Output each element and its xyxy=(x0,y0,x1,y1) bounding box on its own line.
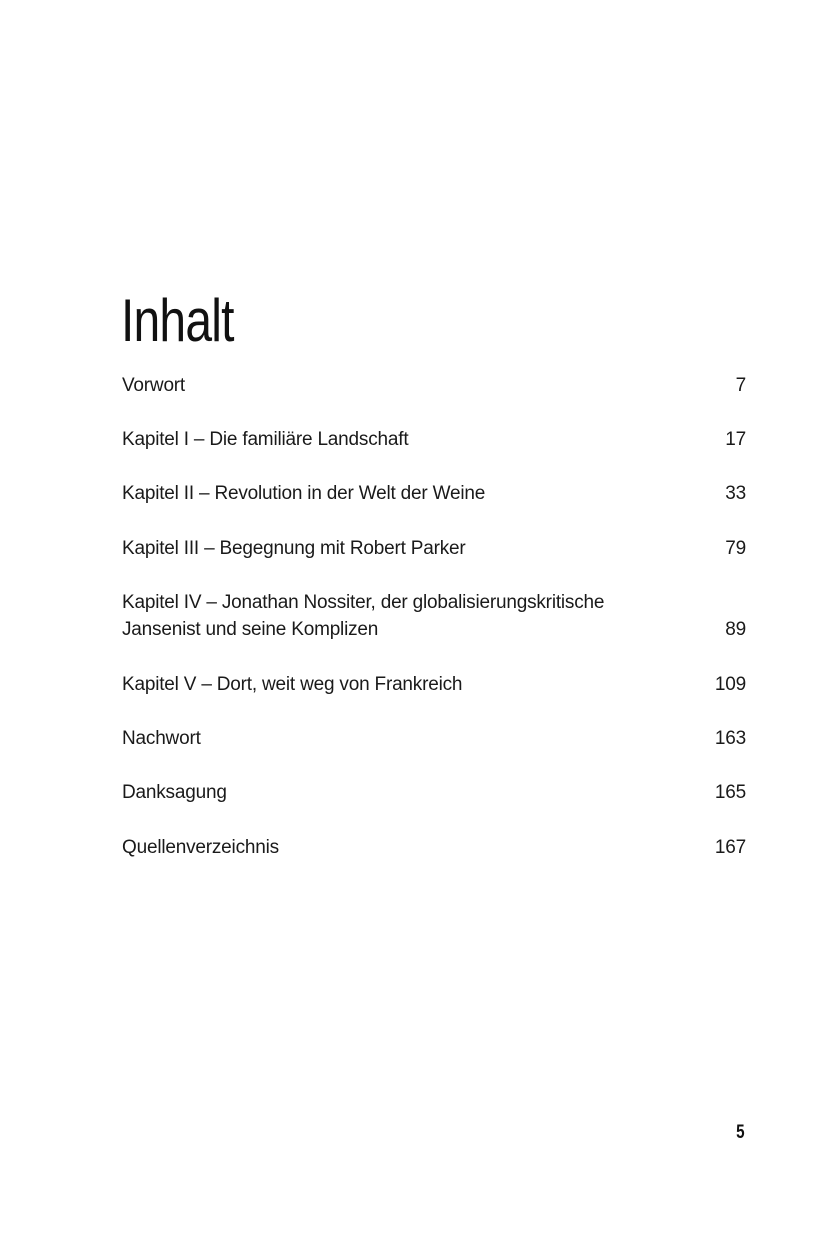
toc-entry-title: Kapitel II – Revolution in der Welt der Weine xyxy=(122,483,486,504)
toc-entry-page: 89 xyxy=(725,619,746,640)
toc-entry-kapitel-1 xyxy=(122,426,746,453)
toc-entry-page: 163 xyxy=(714,728,746,749)
table-of-contents xyxy=(122,372,746,861)
page-number: 5 xyxy=(736,1122,745,1143)
toc-entry-title: Kapitel V – Dort, weit weg von Frankreich xyxy=(122,674,463,695)
page-title: Inhalt xyxy=(121,287,234,354)
toc-entry-page: 17 xyxy=(725,429,746,450)
toc-entry-kapitel-2 xyxy=(122,480,746,507)
toc-entry-title: Kapitel IV – Jonathan Nossiter, der globalisierungskritische Jansenist und seine Komplizen xyxy=(122,592,605,640)
toc-entry-page: 33 xyxy=(725,483,746,504)
toc-entry-page: 165 xyxy=(714,782,746,803)
toc-entry-page: 109 xyxy=(714,674,746,695)
toc-entry-kapitel-4 xyxy=(122,589,746,643)
toc-entry-title: Danksagung xyxy=(122,782,227,803)
toc-entry-page: 79 xyxy=(725,538,746,559)
toc-entry-nachwort xyxy=(122,725,746,752)
toc-entry-title: Quellenverzeichnis xyxy=(122,837,279,858)
toc-entry-kapitel-3 xyxy=(122,535,746,562)
toc-entry-quellenverzeichnis xyxy=(122,834,746,861)
toc-entry-page: 7 xyxy=(735,375,746,396)
toc-entry-title: Kapitel III – Begegnung mit Robert Parker xyxy=(122,538,466,559)
toc-entry-title: Kapitel I – Die familiäre Landschaft xyxy=(122,429,409,450)
toc-entry-title: Vorwort xyxy=(122,375,186,396)
toc-entry-kapitel-5 xyxy=(122,671,746,698)
toc-entry-title: Nachwort xyxy=(122,728,201,749)
toc-entry-vorwort xyxy=(122,372,746,399)
toc-entry-danksagung xyxy=(122,779,746,806)
toc-entry-page: 167 xyxy=(714,837,746,858)
